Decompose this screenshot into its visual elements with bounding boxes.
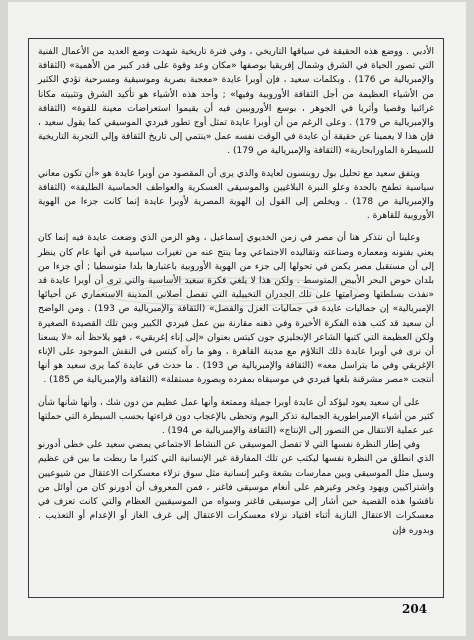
paragraph-2: ويتفق سعيد مع تحليل بول روبنسون لعايدة والذي يرى أن المقصود من أوبرا عايدة هو «أن تكون معاني سياسية تطفح بالحدة وعلو النبرة البلاغيين والموسيقى العسكرية والعواطف الحماسية الطليقة» (الثقافة والإمبريالية ص 178) . ويخلص إلى القول إن الهوية المصرية لأوبرا عايدة إنما كانت جزءا من الهوية الأوروبية للقاهرة . xyxy=(38,168,434,222)
paragraph-4: على أن سعيد يعود ليؤكد أن عايدة أوبرا جميلة وممتعة وأنها عمل عظيم من دون شك ، وأنها شأنها شأن كثير من أشياء الإمبراطورية الجمالية تذكر اليوم وتحظى بالإعجاب دون قراءتها بحسب السيطرة التي حملتها عبر عملية الانتقال من التصور إلى الإنتاج» (الثقافة والإمبريالية ص 194) . xyxy=(38,397,434,437)
book-page xyxy=(8,2,466,636)
text-frame xyxy=(28,38,444,598)
paragraph-1: الأدبي . ووضع هذه الحقيقة في سياقها التاريخي ، وفي فترة تاريخية شهدت وضع العديد من الأعمال الفنية التي تصور الحياة في الشرق وشمال إفريقيا بوصفها «مكان وعد وقوة على قدر كبير من الأهمية» (الثقافة والإمبريالية ص 176) . وبكلمات سعيد ، فإن أوبرا عايدة «معجبة بصرية وموسيقية ومسرحية تؤدي الكثير من الأشياء العظيمة من أجل الثقافة الأوروبية وفيها» ; وأحد هذه الأشياء هو تأكيد الشرق وتثبيته مكانا غرائبيا وقصيا وأثريا في الجوهر ، بوسع الأوروبيين فيه أن يقيموا استعراضات معينة للقوة» (الثقافة والإمبريالية ص 179) . وعلى الرغم من أن أوبرا عايدة تمثل أوج تطور فيردي الموسيقي كما يقول سعيد ، فإن هذا لا يعمينا عن حقيقة أن عايدة في الوقت نفسه عمل «ينتمي إلى تاريخ الثقافة وإلى التجربة التاريخية للسيطرة الماورابحارية» (الثقافة والإمبريالية ص 179) . xyxy=(38,47,434,157)
paragraph-3: وعلينا أن نتذكر هنا أن مصر في زمن الخديوي إسماعيل ، وهو الزمن الذي وضعت عايدة فيه إنما كان يعني بفنونه ومعماره وصناعته وتقاليده الاجتماعي وما ينتج عنه من تغيرات سياسية في أنها عام كان ينظر إلى أن مستقبل مصر يكمن في تحولها إلى جزء من الهوية الأوروبية باعتبارها بلدا متوسطيا ; أي جزءا من بلدان حوض البحر الأبيض المتوسط . ولكن هذا لا يلغي فكرة سعيد الأساسية والتي ترى أن أوبرا عايدة قد «نفذت بسلطتها وصرامتها على تلك الجدران التخييلية التي تفصل أصلاني المدينة الاستعماري عن أحيائها الإمبريالية» إن جماليات عايدة في جماليات العزل والفصل» (الثقافة والإمبريالية ص 193) . ومن الواضح أن سعيد قد كتب هذه الفكرة الأخيرة وفي ذهنه مقارنة بين عمل فيردي الكبير وبين تلك القصيدة الصغيرة ولكن العظيمة التي كتبها الشاعر الإنجليزي جون كيتس بعنوان «إلى إناء إغريقي» ، فهو يلاحظ أنه «لا يسعنا أن نرى في أوبرا عايدة ذلك التلاؤم مع مدينة القاهرة ، وهو ما رآه كيتس في النقش الموجود على الإناء الإغريقي وفي ما يتراسل معه» (الثقافة والإمبريالية ص 193) . ما حدث في عايدة كما يرى سعيد هو أنها أنتجت «مصر مشرقنة بلغها فيردي في موسيقاه بمفرده وبصورة مستقلة» (الثقافة والإمبريالية ص 185) . xyxy=(38,233,434,386)
paragraph-5: وفي إطار النظرة نفسها التي لا تفصل الموسيقى عن النشاط الاجتماعي يمضي سعيد على خطى أدورنو الذي انطلق من النظرة نفسها ليكتب عن تلك المفارقة غير الإنسانية التي كثيرا ما ربطت ما بين فن عظيم وسيل مثل الموسيقى وبين ممارسات بشعة وغير إنسانية مثل سوق نزلاء معسكرات الاعتقال من شيوعيين واشتراكيين ويهود وغجر وغيرهم على أنغام موسيقى فاغنر ، فمن المعروف أن أدورنو كان من أوائل من ناقشوا هذه القضية حين أشار إلى موسيقى فاغنر وسواه من الموسيقيين العظام والتي كانت تعزف في معسكرات الاعتقال النازية أثناء اقتياد نزلاء معسكرات الاعتقال إلى غرف الغاز أو الإعدام أو التعذيب . وبدوره فإن xyxy=(38,440,434,536)
page-body xyxy=(38,45,434,538)
page-number: 204 xyxy=(402,602,428,616)
